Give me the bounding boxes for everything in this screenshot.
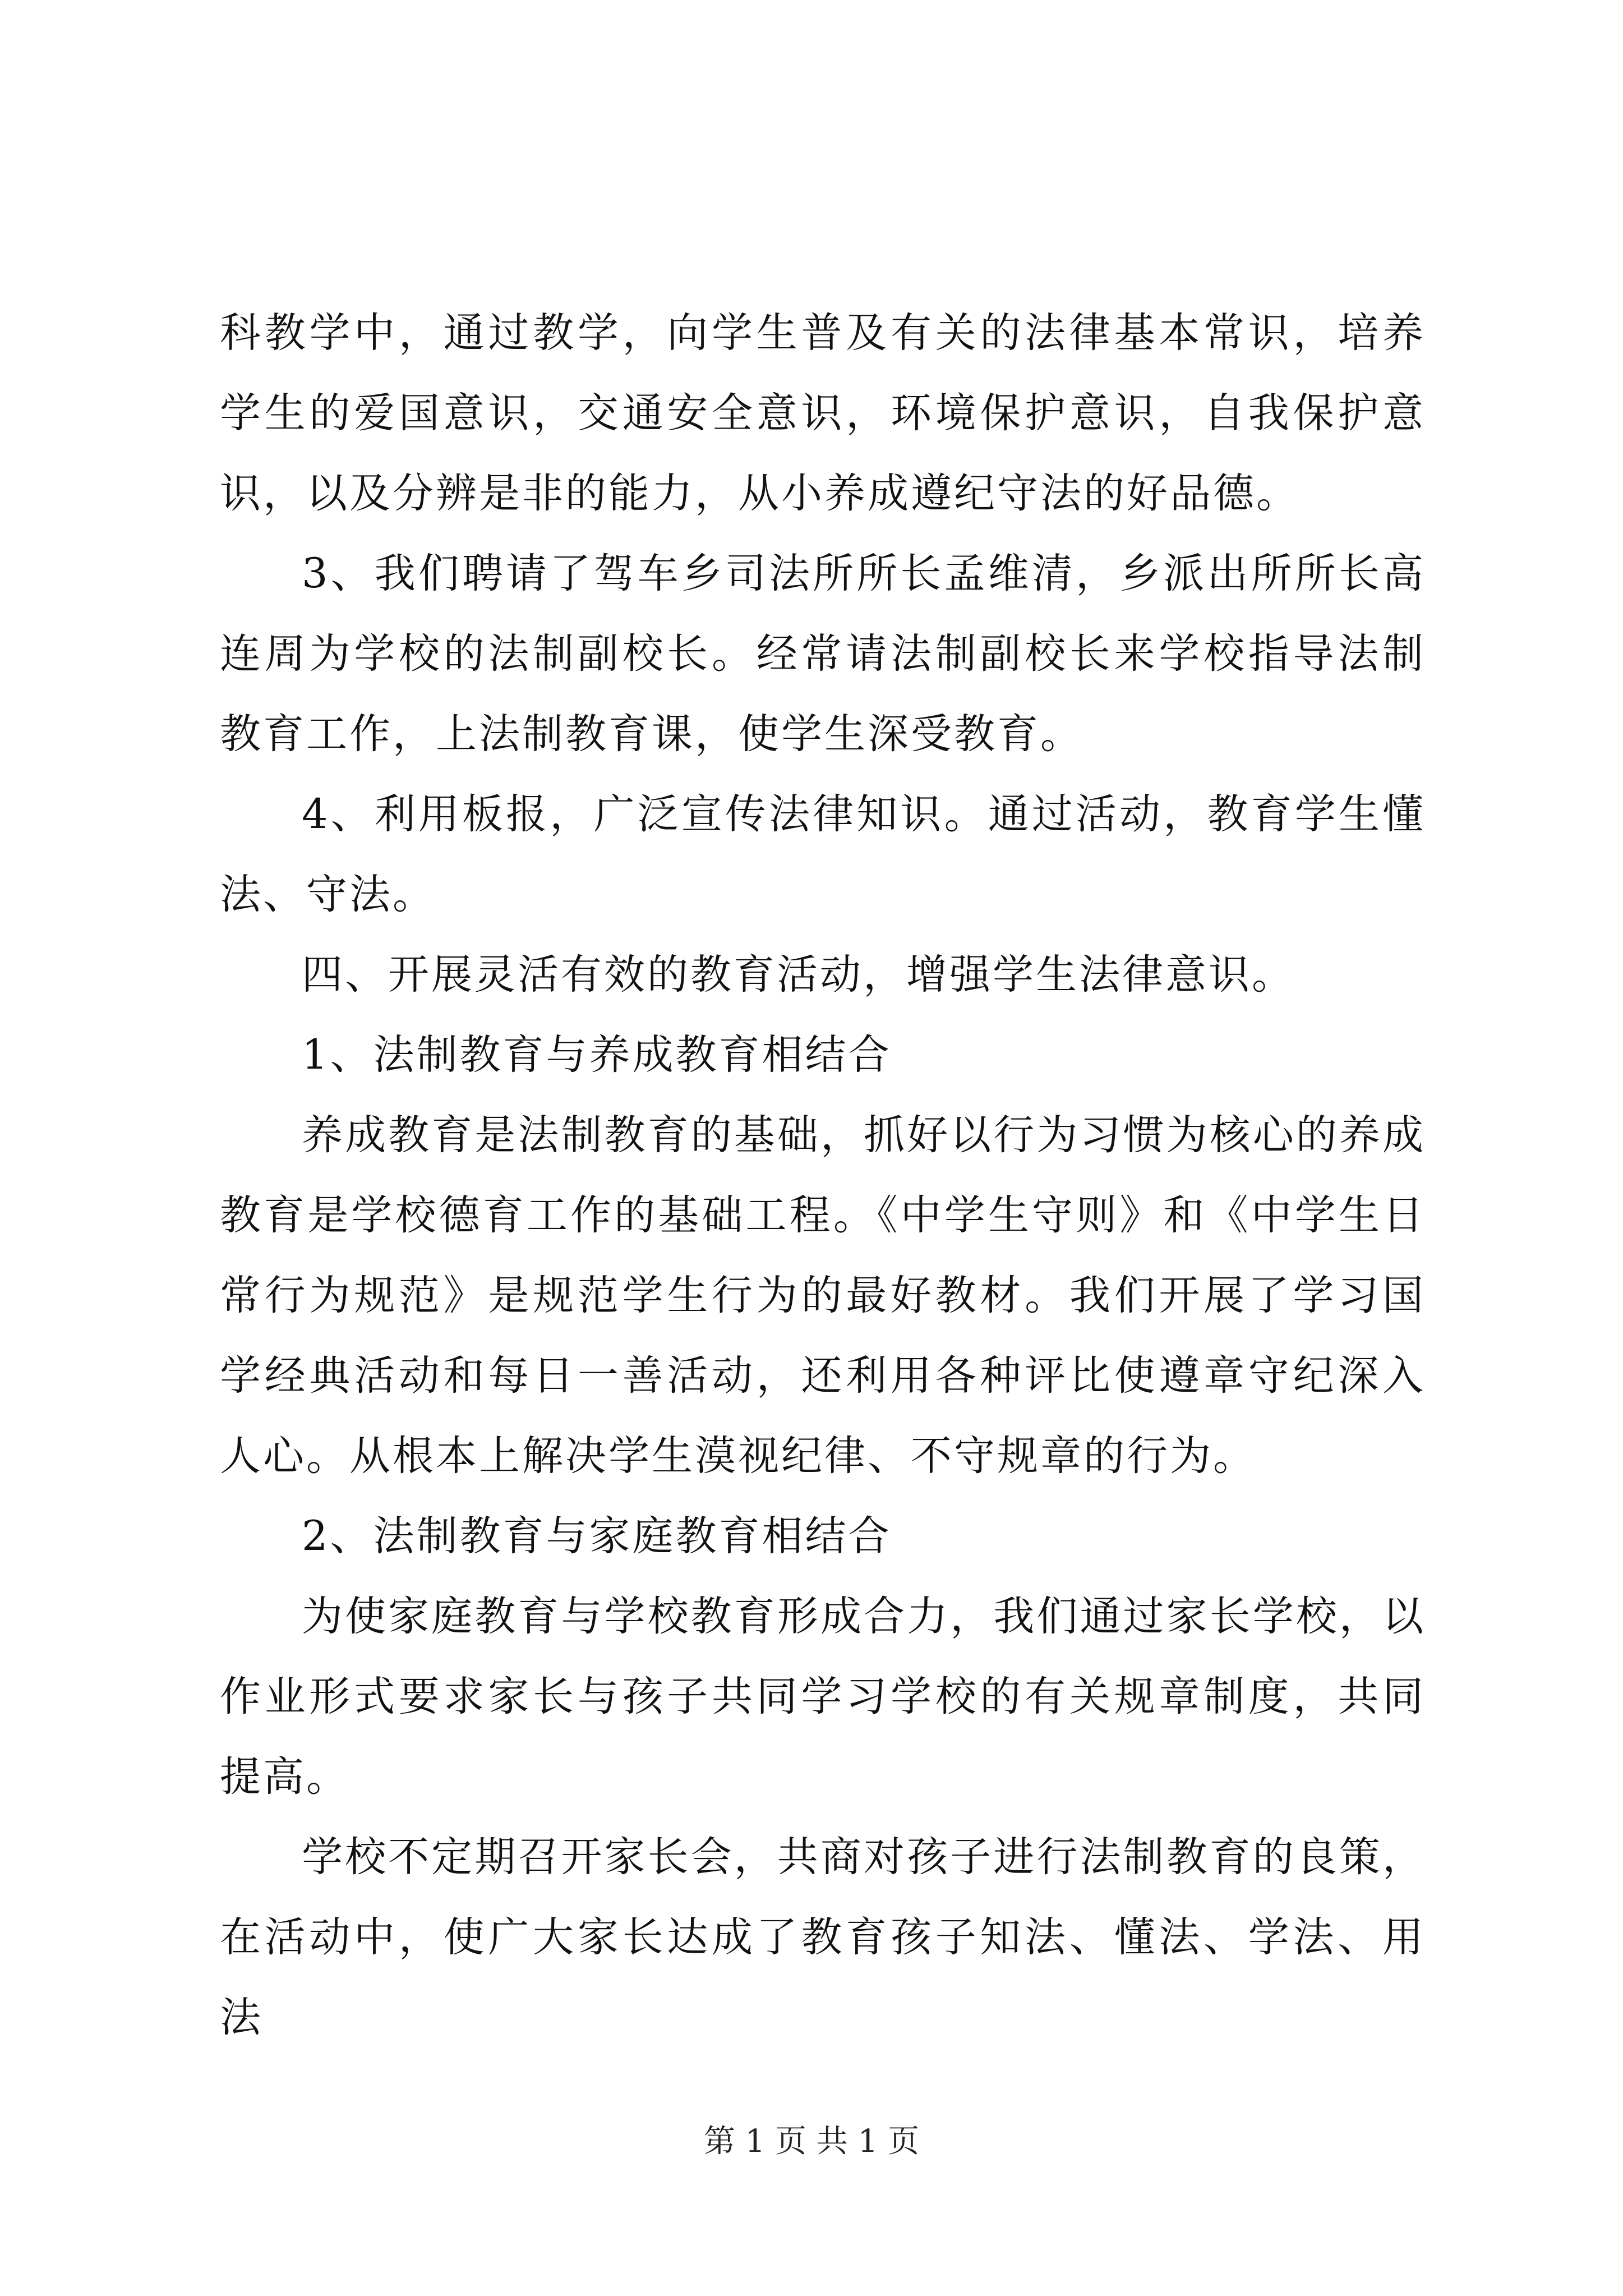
paragraph-family-education: 为使家庭教育与学校教育形成合力，我们通过家长学校，以作业形式要求家长与孩子共同学习学校的有关规章制度，共同提高。 [220, 1593, 1426, 1801]
paragraph-item-3: 3、我们聘请了驾车乡司法所所长孟维清，乡派出所所长高连周为学校的法制副校长。经常请法制副校长来学校指导法制教育工作，上法制教育课，使学生深受教育。 [220, 550, 1426, 758]
paragraph-parent-meeting: 学校不定期召开家长会，共商对孩子进行法制教育的良策，在活动中，使广大家长达成了教育孩子知法、懂法、学法、用法 [220, 1833, 1426, 2041]
document-body [220, 293, 1426, 2058]
section-heading-4: 四、开展灵活有效的教育活动，增强学生法律意识。 [302, 951, 1295, 999]
page-footer: 第 1 页 共 1 页 [703, 2123, 920, 2160]
paragraph-continued: 科教学中，通过教学，向学生普及有关的法律基本常识，培养学生的爱国意识，交通安全意识，环境保护意识，自我保护意识，以及分辨是非的能力，从小养成遵纪守法的好品德。 [220, 309, 1426, 517]
paragraph-item-4: 4、利用板报，广泛宣传法律知识。通过活动，教育学生懂法、守法。 [220, 790, 1426, 918]
subheading-2: 2、法制教育与家庭教育相结合 [302, 1512, 892, 1560]
paragraph-habit-education: 养成教育是法制教育的基础，抓好以行为习惯为核心的养成教育是学校德育工作的基础工程。《中学生守则》和《中学生日常行为规范》是规范学生行为的最好教材。我们开展了学习国学经典活动和每日一善活动，还利用各种评比使遵章守纪深入人心。从根本上解决学生漠视纪律、不守规章的行为。 [220, 1111, 1426, 1480]
subheading-1: 1、法制教育与养成教育相结合 [302, 1031, 892, 1079]
